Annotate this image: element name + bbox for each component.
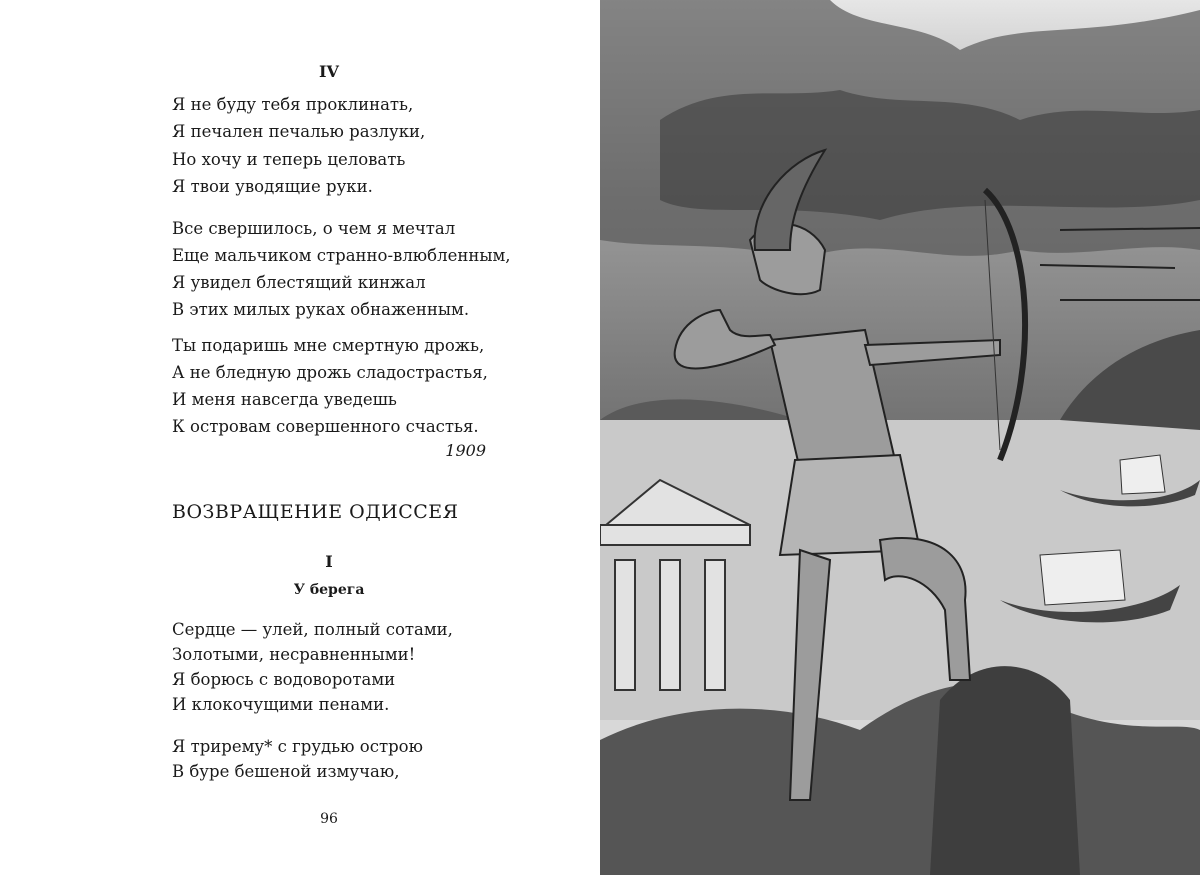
warrior-archer-drawing — [600, 0, 1200, 875]
verse-line: Ты подаришь мне смертную дрожь, — [172, 336, 485, 355]
verse-line: В этих милых руках обнаженным. — [172, 300, 470, 319]
verse-line: И меня навсегда уведешь — [172, 390, 397, 409]
verse-line: Сердце — улей, полный сотами, — [172, 620, 453, 639]
verse-line: Я не буду тебя проклинать, — [172, 95, 414, 114]
poem-date: 1909 — [445, 441, 486, 460]
verse-line: Я увидел блестящий кинжал — [172, 273, 426, 292]
verse-line: А не бледную дрожь сладострастья, — [172, 363, 488, 382]
verse-line: Но хочу и теперь целовать — [172, 150, 406, 169]
page-number: 96 — [320, 811, 338, 827]
verse-line: Еще мальчиком странно-влюбленным, — [172, 246, 511, 265]
verse-line: Все свершилось, о чем я мечтал — [172, 219, 456, 238]
part-subtitle: У берега — [293, 582, 365, 598]
part-numeral: I — [325, 552, 333, 571]
verse-line: К островам совершенного счастья. — [172, 417, 479, 436]
verse-line: И клокочущими пенами. — [172, 695, 390, 714]
verse-line: Я борюсь с водоворотами — [172, 670, 396, 689]
illustration — [600, 0, 1200, 875]
verse-line: Золотыми, несравненными! — [172, 645, 416, 664]
verse-line: В буре бешеной измучаю, — [172, 762, 400, 781]
verse-line: Я печален печалью разлуки, — [172, 122, 426, 141]
rock — [930, 666, 1080, 875]
cycle-title: ВОЗВРАЩЕНИЕ ОДИССЕЯ — [172, 501, 459, 523]
poem-numeral: IV — [319, 62, 339, 81]
verse-line: Я трирему* с грудью острою — [172, 737, 423, 756]
verse-line: Я твои уводящие руки. — [172, 177, 373, 196]
